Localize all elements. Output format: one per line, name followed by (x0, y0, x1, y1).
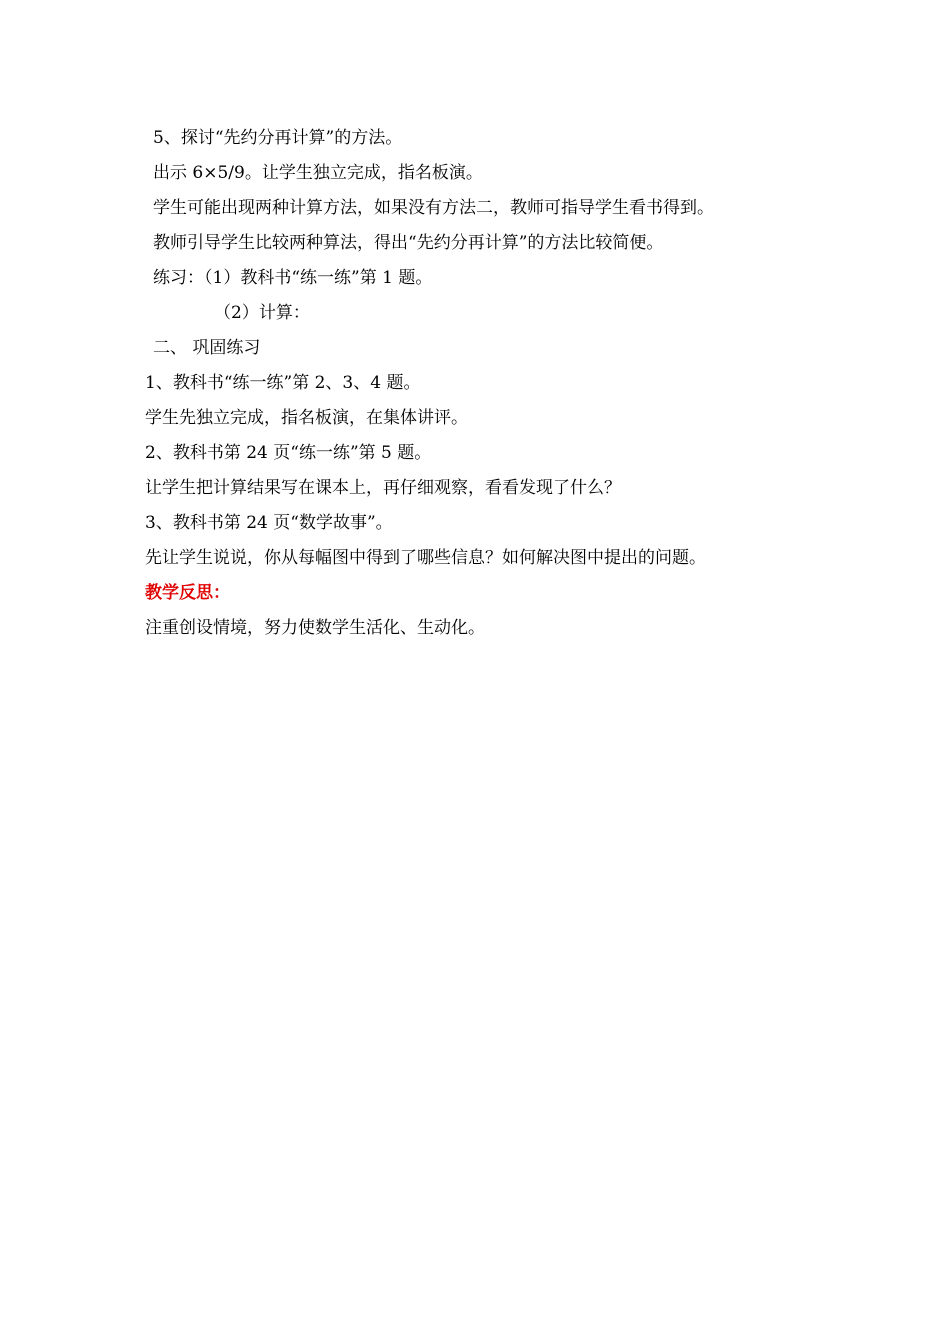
exercise-2-line: 2、教科书第 24 页“练一练”第 5 题。 (145, 443, 432, 463)
example-line: 出示 6×5/9。让学生独立完成，指名板演。 (153, 163, 483, 183)
exercise-1-note: 学生先独立完成，指名板演，在集体讲评。 (145, 408, 468, 428)
section-2-heading: 二、 巩固练习 (153, 338, 261, 358)
section-5-heading: 5、探讨“先约分再计算”的方法。 (153, 128, 403, 148)
exercise-1-line: 1、教科书“练一练”第 2、3、4 题。 (145, 373, 421, 393)
exercise-3-line: 3、教科书第 24 页“数学故事”。 (145, 513, 393, 533)
method-note-line: 学生可能出现两种计算方法，如果没有方法二，教师可指导学生看书得到。 (153, 198, 714, 218)
compare-line: 教师引导学生比较两种算法，得出“先约分再计算”的方法比较简便。 (153, 233, 664, 253)
reflection-heading: 教学反思： (145, 583, 230, 603)
exercise-3-note: 先让学生说说，你从每幅图中得到了哪些信息？如何解决图中提出的问题。 (145, 548, 706, 568)
exercise-2-note: 让学生把计算结果写在课本上，再仔细观察，看看发现了什么？ (145, 478, 621, 498)
practice-line-2: （2）计算： (214, 303, 310, 323)
practice-line-1: 练习：（1）教科书“练一练”第 1 题。 (153, 268, 433, 288)
reflection-text: 注重创设情境，努力使数学生活化、生动化。 (145, 618, 485, 638)
